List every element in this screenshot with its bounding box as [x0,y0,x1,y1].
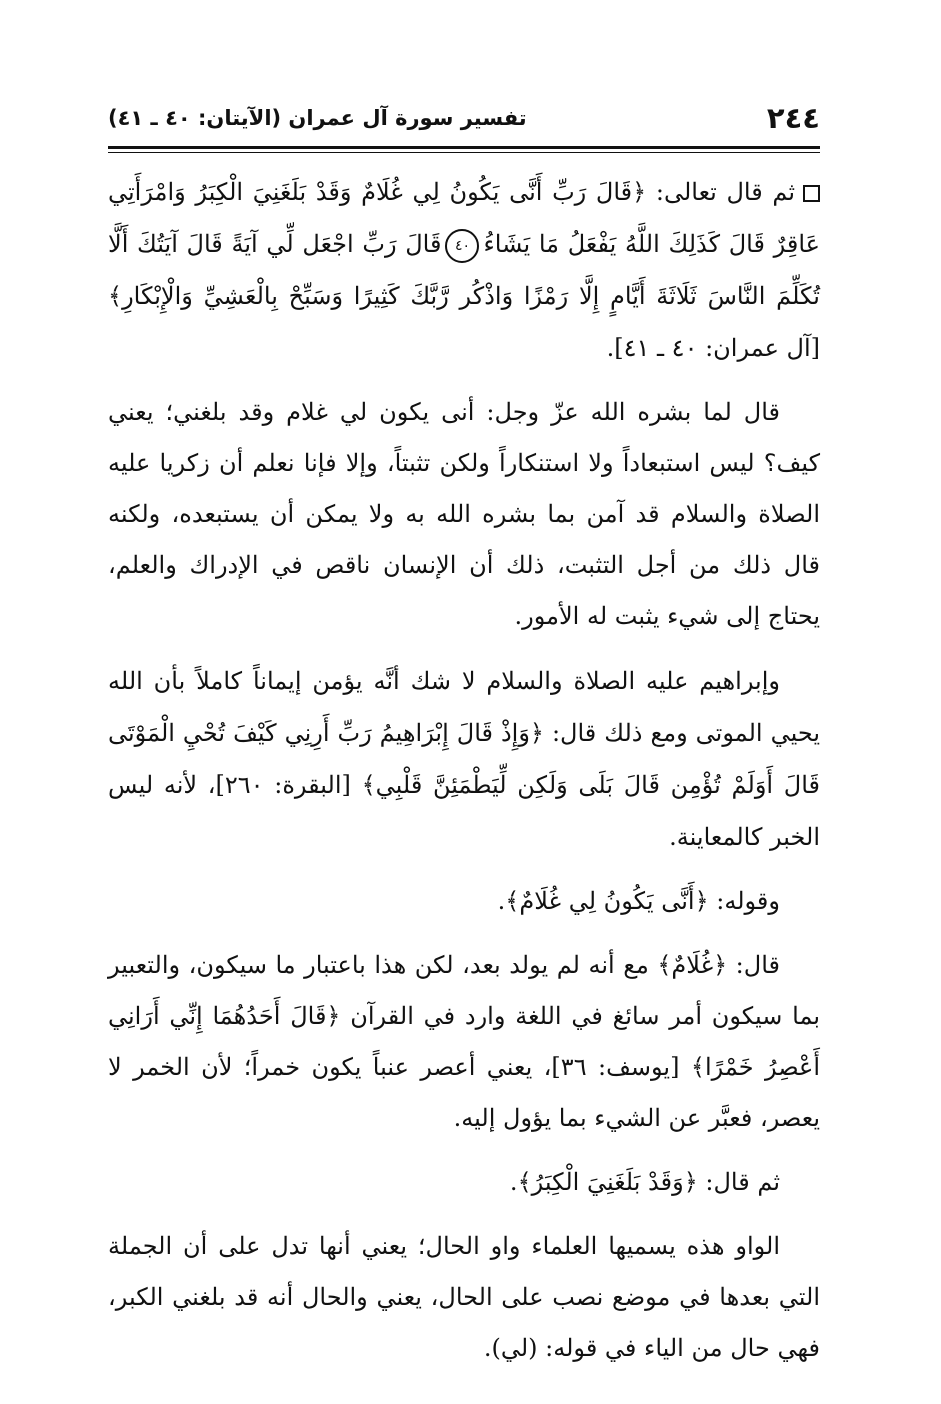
paragraph-text: ثم قال: [697,1168,780,1196]
header-rule-thick [108,146,820,149]
verse-number-marker: ٤٠ [445,229,479,263]
quran-verse: ﴿غُلَامٌ﴾ [657,951,728,979]
quran-verse: ﴿وَقَدْ بَلَغَنِيَ الْكِبَرُ﴾ [517,1168,698,1196]
page-body [108,166,820,1387]
paragraph-end: . [509,1168,518,1196]
verse-reference: [آل عمران: ٤٠ ـ ٤١]. [606,334,820,362]
paragraph-text: [يوسف: ٣٦]، يعني أعصر عنباً يكون خمراً؛ لأن الخمر لا يعصر، فعبَّر عن الشيء بما يؤول إليه. [108,1053,820,1132]
header-rule-thin [108,152,820,153]
square-bullet-icon [803,185,820,202]
paragraph-text: قال: [727,951,780,979]
quran-verse: ﴿وَإِذْ قَالَ إِبْرَاهِيمُ رَبِّ أَرِنِي كَيْفَ تُحْيِ الْمَوْتَى قَالَ أَوَلَمْ تُؤْمِن قَالَ بَلَى وَلَكِن لِّيَطْمَئِنَّ قَلْبِي﴾ [108,719,820,799]
page-number: ٢٤٤ [766,101,820,135]
paragraph-text: وقوله: [708,887,780,915]
paragraph-verse-40-41 [108,166,820,374]
verse-reference: [البقرة: ٢٦٠]، لأنه ليس الخبر كالمعاينة. [108,771,820,851]
paragraph-text: مع أنه لم يولد بعد، لكن هذا باعتبار ما سيكون، والتعبير بما سيكون أمر سائغ في اللغة وارد في القرآن [108,951,821,1030]
quran-verse: ﴿قَالَ رَبِّ أَنَّى يَكُونُ لِي غُلَامٌ وَقَدْ بَلَغَنِيَ الْكِبَرُ وَامْرَأَتِي عَاقِرٌ قَالَ كَذَلِكَ اللَّهُ يَفْعَلُ مَا يَشَاءُ [108,178,820,258]
paragraph-his-saying [108,876,820,927]
paragraph-waw-hal: الواو هذه يسميها العلماء واو الحال؛ يعني أنها تدل على أن الجملة التي بعدها في موضع نصب على الحال، يعني والحال أنه قد بلغني الكبر، فهي حال من الياء في قوله: (لي). [108,1232,820,1362]
paragraph-ibrahim [108,655,820,863]
paragraph-intro: ثم قال تعالى: [646,178,795,206]
paragraph-then-said [108,1157,820,1208]
running-title: تفسير سورة آل عمران (الآيتان: ٤٠ ـ ٤١) [108,106,527,130]
quran-verse: ﴿أَنَّى يَكُونُ لِي غُلَامٌ﴾ [505,887,709,915]
paragraph-explanation: قال لما بشره الله عزّ وجل: أنى يكون لي غلام وقد بلغني؛ يعني كيف؟ ليس استبعاداً ولا استنكاراً ولكن تثبتاً، وإلا فإنا نعلم أن زكريا عليه الصلاة والسلام قد آمن بما بشره الله به ولا يمكن أن يستبعده، ولكنه قال ذلك من أجل التثبت، ذلك أن الإنسان ناقص في الإدراك والعلم، يحتاج إلى شيء يثبت له الأمور. [108,398,820,630]
quran-verse: قَالَ رَبِّ اجْعَل لِّي آيَةً قَالَ آيَتُكَ أَلَّا تُكَلِّمَ النَّاسَ ثَلَاثَةَ أَيَّامٍ إِلَّا رَمْزًا وَاذْكُر رَّبَّكَ كَثِيرًا وَسَبِّحْ بِالْعَشِيِّ وَالْإِبْكَارِ﴾ [108,230,820,310]
paragraph-end: . [497,887,506,915]
page-header [108,96,820,140]
quran-verse: ﴿قَالَ أَحَدُهُمَا إِنِّي أَرَانِي أَعْصِرُ خَمْرًا﴾ [108,1002,821,1081]
paragraph-ghulam [108,940,820,1144]
paragraph-text: وإبراهيم عليه الصلاة والسلام لا شك أنَّه يؤمن إيماناً كاملاً بأن الله يحيي الموتى ومع ذلك قال: [108,667,820,747]
